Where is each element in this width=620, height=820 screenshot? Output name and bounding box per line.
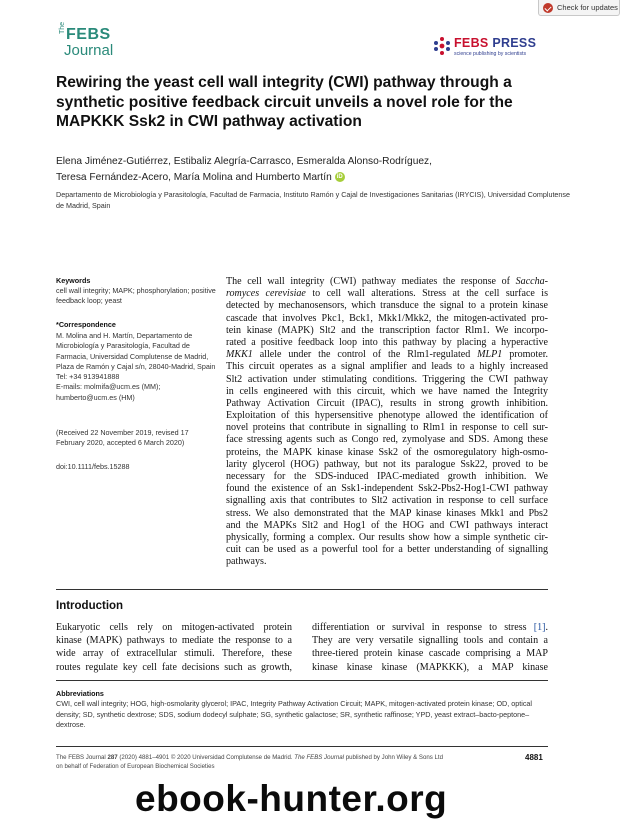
journal-logo (56, 21, 132, 62)
authors-line-2 (56, 170, 576, 186)
orcid-icon[interactable]: iD (336, 173, 343, 180)
abstract-line (226, 410, 548, 422)
reference-link[interactable]: [1] (533, 622, 546, 633)
abbreviations-text: CWI, cell wall integrity; HOG, high-osmolarity glycerol; IPAC, Integrity Pathway Activation Circuit; MAPK, mitogen-activated protein kinase; OD, optical density; SD, synthetic dextrose; SDS, sodium dodecyl sulphate; SG, synthetic galactose; SR, synthetic raffinose; YPD, yeast extract–bacto-peptone–dextrose. (56, 699, 533, 729)
abstract-line (226, 300, 548, 312)
abstract-line-post: to cell wall alterations. Stress at the cell surface is (305, 288, 549, 300)
intro-left-line: Eukaryotic cells rely on mitogen-activated protein (56, 622, 292, 633)
abstract-line (226, 483, 548, 495)
abstract-line-pre: pathways. (226, 556, 267, 568)
introduction-right-column (312, 621, 548, 674)
abstract-line (226, 447, 548, 459)
abbreviations-heading: Abbreviations (56, 689, 104, 698)
publisher-name-a: FEBS (454, 36, 489, 50)
abstract-line-pre: Slt2 activation under stimulating conditions. Triggering the CWI pathway (226, 373, 548, 385)
abstract-line (226, 459, 548, 471)
keywords-heading: Keywords (56, 276, 91, 285)
article-title: Rewiring the yeast cell wall integrity (CWI) pathway through a synthetic positive feedback circuit unveils a novel role for the MAPKKK Ssk2 in CWI pathway activation (56, 74, 513, 130)
abstract-line-pre: stress. We also demonstrated that the MAP kinase kinases Mkk1 and Pbs2 (226, 507, 548, 519)
authors-line-1: Elena Jiménez-Gutiérrez, Estibaliz Alegría-Carrasco, Esmeralda Alonso-Rodríguez, (56, 156, 432, 167)
abstract-line-pre: detected by mechanosensors, which transduce the signal to a protein kinase (226, 300, 548, 312)
abstract-line-post2: promoter. (502, 349, 548, 361)
abstract-line (226, 349, 548, 361)
abstract-line-pre: necessary for the SDS-induced IPAC-mediated growth inhibition. We (226, 471, 548, 482)
abstract-line (226, 386, 548, 398)
footer-divider (56, 746, 548, 747)
footer-journal-name: The FEBS Journal (294, 754, 345, 761)
section-divider (56, 589, 548, 590)
abstract-line (226, 471, 548, 483)
watermark: ebook-hunter.org (135, 778, 448, 819)
check-for-updates-button[interactable] (538, 0, 620, 16)
abstract-line (226, 544, 548, 556)
abstract-line-pre: rated a positive feedback loop into this pathway by placing a hyperactive (226, 336, 548, 348)
authors-line-2-text: Teresa Fernández-Acero, María Molina and Humberto Martín (56, 171, 332, 183)
abstract-line (226, 325, 548, 337)
abstract (226, 276, 548, 569)
abstract-line-pre: larity glycerol (HOG) pathway, but not its paralogue Ssk22, proved to be (226, 458, 548, 470)
abstract-line-pre: found the existence of an Ssk1-independent Ssk2-Pbs2-Hog1-CWI pathway (226, 483, 548, 495)
abstract-line-em2: MLP1 (477, 349, 503, 361)
abstract-line-pre: proteins, the MAPK kinase kinase Ssk2 of the osmoregulatory high-osmo- (226, 446, 548, 458)
affiliation: Departamento de Microbiología y Parasitología, Facultad de Farmacia, Instituto Ramón y Cajal de Investigaciones Sanitarias (IRYCIS), Universidad Complutense de Madrid, Spain (56, 190, 571, 210)
abstract-line-pre: cuit can be used as a powerful tool for a better understanding of signalling (226, 544, 548, 556)
introduction-heading: Introduction (56, 600, 124, 612)
journal-logo-febs: FEBS (66, 26, 111, 43)
abstract-line-pre: novel proteins that contribute in signalling to Rlm1 in response to cell sur- (226, 422, 548, 434)
intro-right-line-1-end: . (545, 622, 548, 633)
abstract-line (226, 556, 548, 568)
page-number: 4881 (525, 753, 543, 762)
doi-link[interactable]: doi:10.1111/febs.15288 (56, 462, 130, 471)
abstract-line-pre: and the MAPKs Slt2 and Hog1 of the HOG and CWI pathways interact (226, 519, 548, 531)
intro-right-line: three-tiered protein kinase cascade comprising a MAP (312, 648, 548, 660)
footer-citation-pre: The FEBS Journal (56, 754, 108, 761)
abstract-line (226, 422, 548, 434)
publisher-name-b: PRESS (492, 36, 537, 50)
abstract-line (226, 374, 548, 386)
abstract-line-post: allele under the control of the Rlm1-regulated (252, 349, 478, 361)
abstract-line-pre: physically, forming a complex. Our results show how a simple synthetic cir- (226, 531, 548, 543)
abstract-line-pre: Pathway Activation Circuit (IPAC), results in strong growth inhibition. (226, 397, 548, 409)
publisher-name (454, 36, 536, 50)
footer-citation-post: published by John Wiley & Sons Ltd (344, 754, 443, 761)
abstract-line-pre: in cells engineered with this circuit, which we have named the Integrity (226, 385, 548, 397)
abstract-line-em: MKK1 (226, 349, 253, 361)
publisher-tagline: science publishing by scientists (454, 51, 527, 57)
publisher-dots-icon (432, 36, 452, 56)
abstract-line (226, 434, 548, 446)
abstract-line (226, 532, 548, 544)
intro-left-line: kinase (MAPK) pathways to mediate the response to a (56, 635, 292, 647)
abstract-line-pre: signalling axis that contributes to Slt2 activation in response to cell surface (226, 495, 548, 507)
intro-right-line-1-text: differentiation or survival in response to stress (312, 622, 534, 633)
journal-logo-the: The (59, 21, 66, 34)
abstract-line (226, 313, 548, 325)
keywords-list: cell wall integrity; MAPK; phosphorylation; positive feedback loop; yeast (56, 286, 216, 306)
abstract-line (226, 508, 548, 520)
correspondence-heading: *Correspondence (56, 320, 116, 329)
correspondence-heading-label: Correspondence (58, 320, 116, 329)
footnote-divider (56, 680, 548, 681)
correspondence-block (56, 331, 216, 403)
footer-citation-line-1 (56, 754, 496, 763)
abstract-line (226, 520, 548, 532)
correspondence-tel: Tel: +34 913941888 (56, 372, 120, 382)
abstract-line-pre: The cell wall integrity (CWI) pathway mediates the response of (226, 276, 516, 287)
abstract-line-em: Saccha- (515, 276, 548, 287)
abstract-line-pre: This circuit operates as a signal amplifier and leads to a highly increased (226, 361, 548, 373)
intro-right-line: kinase kinase kinase (MAPKKK), a MAP kinase (312, 661, 548, 673)
introduction-left-column (56, 621, 292, 674)
footer-citation-line-2: on behalf of Federation of European Biochemical Societies (56, 762, 215, 770)
abstract-line-pre: tein kinase (MAPK) Slt2 and the transcription factor Rlm1. We incorpo- (226, 324, 548, 336)
footer-volume: 287 (107, 754, 118, 761)
abstract-line (226, 337, 548, 349)
abstract-line (226, 495, 548, 507)
received-dates: (Received 22 November 2019, revised 17 February 2020, accepted 6 March 2020) (56, 428, 189, 448)
journal-logo-journal: Journal (64, 42, 114, 59)
abstract-line-pre: cascade that involves Pkc1, Bck1, Mkk1/Mkk2, the mitogen-activated pro- (226, 312, 548, 324)
abstract-line (226, 276, 548, 288)
correspondence-address: M. Molina and H. Martín, Departamento de Microbiología y Parasitología, Facultad de Farmacia, Universidad Complutense de Madrid, Plaza de Ramón y Cajal s/n, 28040-Madrid, Spain (56, 331, 216, 371)
abstract-line-pre: Exploitation of this hypersensitive phenotype allowed the identification of (226, 410, 548, 422)
abstract-line (226, 288, 548, 300)
footer-citation-mid: (2020) 4881–4901 © 2020 Universidad Complutense de Madrid. (117, 754, 295, 761)
intro-right-line: They are very versatile signalling tools and contain a (312, 635, 548, 647)
check-updates-label: Check for updates (557, 3, 618, 12)
abstract-line (226, 398, 548, 410)
author-list (56, 154, 576, 185)
abstract-line-pre: face stressing agents such as Congo red, zymolyase and SDS. Among these (226, 434, 548, 446)
abstract-line-em: romyces cerevisiae (226, 288, 306, 300)
intro-right-line (312, 621, 548, 634)
abstract-line (226, 361, 548, 373)
correspondence-emails[interactable]: E-mails: molmifa@ucm.es (MM); humberto@ucm.es (HM) (56, 382, 161, 402)
footer-citation (56, 754, 496, 771)
intro-left-line: routes regulate key cell fate decisions such as growth, (56, 661, 292, 673)
intro-left-line: wide array of extracellular stimuli. Therefore, these (56, 648, 292, 660)
publisher-logo (432, 36, 542, 62)
check-updates-icon (543, 3, 553, 13)
